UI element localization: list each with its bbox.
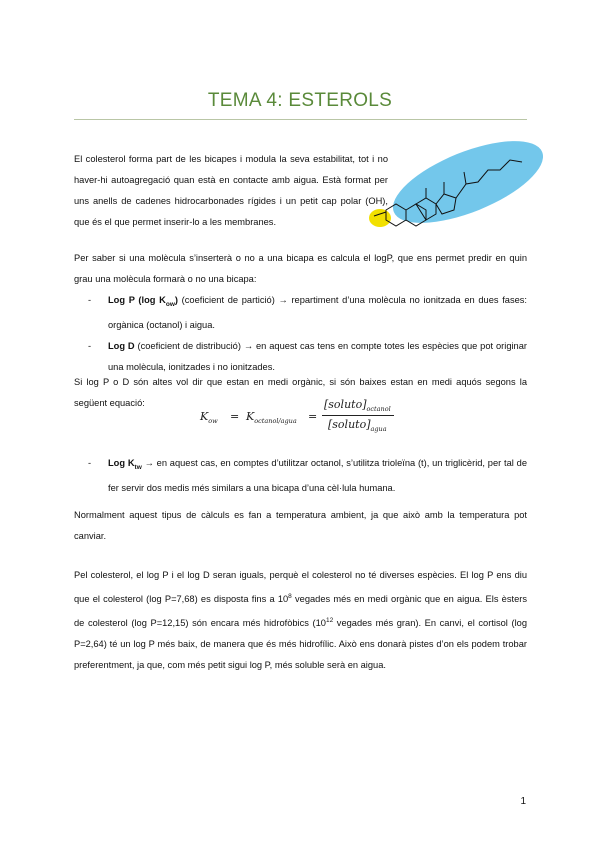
paragraph-logp: Per saber si una molècula s’inserterà o no a una bicapa es calcula el logP, que ens permet predir en quin grau una molècula formarà o no una bicapa: bbox=[74, 253, 527, 284]
paragraph-equation-intro: Si log P o D són altes vol dir que estan en medi orgànic, si són baixes estan en medi aquós segons la següent equació: bbox=[74, 377, 527, 408]
title-divider bbox=[74, 119, 527, 120]
list-item bbox=[74, 290, 527, 336]
list-bullet: - bbox=[88, 458, 92, 468]
equation-equals: = bbox=[230, 410, 240, 423]
term-label: Log P (log $K_{ow}$) bbox=[108, 295, 178, 308]
partition-equation bbox=[200, 398, 400, 438]
equation-numerator: $[soluto]_{octanol}$ bbox=[324, 398, 391, 414]
term-description: (coeficient de partició) → repartiment d’una molècula no ionitzada en dues fases: orgànica (octanol) i aigua. bbox=[108, 295, 528, 330]
definition-list bbox=[74, 290, 527, 378]
page-title: TEMA 4: ESTEROLS bbox=[207, 90, 393, 111]
paragraph-temperature: Normalment aquest tipus de càlculs es fan a temperatura ambient, ja que això amb la temperatura pot canviar. bbox=[74, 510, 527, 541]
list-bullet: - bbox=[88, 340, 92, 351]
fraction-bar bbox=[322, 415, 394, 416]
term-description: → en aquest cas, en comptes d’utilitzar octanol, s’utilitza trioleïna (t), un triglicèrid, per tal de fer servir dos medis més similars a una bicapa d’una cèl·lula humana. bbox=[108, 458, 527, 493]
list-bullet: - bbox=[88, 295, 92, 305]
equation-lhs: $K_{ow}$ bbox=[200, 410, 218, 426]
paragraph-intro: El colesterol forma part de les bicapes i modula la seva estabilitat, tot i no haver-hi autoagregació quan està en contacte amb aigua. Està format per uns anells de cadenes hidrocarbonades rígides i un petit cap polar (OH), que és el que permet inserir-lo a les membranes. bbox=[74, 154, 388, 227]
term-description: (coeficient de distribució) → en aquest cas tens en compte totes les espècies que pot originar una molècula, ionitzades i no ionitzades. bbox=[108, 340, 527, 372]
equation-denominator: $[soluto]_{agua}$ bbox=[328, 418, 387, 434]
definition-list bbox=[74, 453, 527, 499]
term-label: Log $K_{tw}$ bbox=[108, 458, 142, 471]
list-item bbox=[74, 453, 527, 499]
term-label: Log D bbox=[108, 340, 135, 351]
equation-equals: = bbox=[308, 410, 318, 423]
paragraph-cholesterol-logp: Pel colesterol, el log P i el log D seran iguals, perquè el colesterol no té diverses espècies. El log P ens diu que el colesterol (log P=7,68) es disposta fins a $10^8$ vegades més en medi orgànic que en aigua. Els èsters de colesterol (log P=12,15) són encara més hidrofòbics ($10^{12}$ vegades més gran). En canvi, el cortisol (log P=2,64) té un log P més baix, de manera que és més hidrofílic. Això ens donarà pistes d’on els podem trobar preferentment, ja que, com més petit sigui log P, més soluble serà en aigua. bbox=[74, 570, 527, 671]
equation-middle: $K_{octanol/agua}$ bbox=[246, 410, 297, 426]
page-number: 1 bbox=[520, 796, 526, 807]
cholesterol-structure-illustration bbox=[368, 140, 543, 230]
